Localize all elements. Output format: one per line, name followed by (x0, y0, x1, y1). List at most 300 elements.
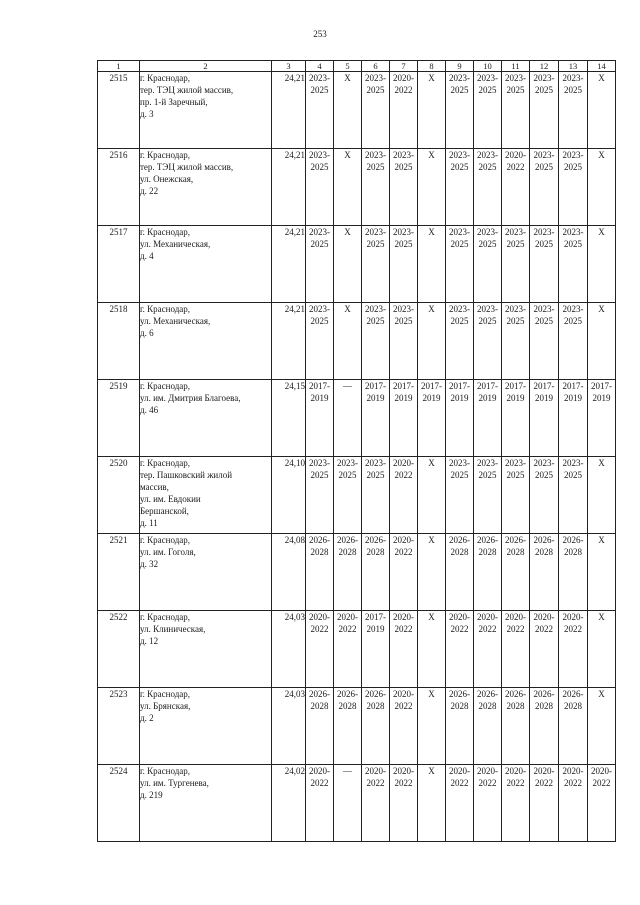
period-cell (446, 303, 474, 380)
period-text: 2022 (592, 778, 611, 788)
address-cell (140, 611, 272, 688)
period-text: 2023- (309, 304, 330, 314)
period-cell (390, 72, 418, 149)
period-text: 2025 (478, 239, 497, 249)
address-line: д. 3 (140, 109, 154, 119)
period-cell (530, 534, 559, 611)
period-cell (446, 72, 474, 149)
period-cell (474, 765, 502, 842)
period-text: 2023- (477, 73, 498, 83)
address-line: ул. им. Тургенева, (140, 778, 209, 788)
period-text: 2023- (477, 458, 498, 468)
period-cell (334, 688, 362, 765)
period-text: X (598, 535, 605, 545)
period-text: 2020- (591, 766, 612, 776)
period-text: 2028 (535, 701, 553, 711)
period-text: 2028 (478, 701, 497, 711)
period-cell (334, 226, 362, 303)
period-text: 2025 (394, 162, 413, 172)
address-line: тер. ТЭЦ жилой массив, (140, 162, 234, 172)
period-cell (306, 226, 334, 303)
period-cell (306, 534, 334, 611)
column-number-header: 1 (98, 61, 140, 72)
period-cell (588, 72, 616, 149)
period-text: 2019 (564, 393, 582, 403)
period-text: 2028 (450, 701, 469, 711)
period-text: X (428, 150, 435, 160)
table-row (98, 534, 616, 611)
period-cell (390, 765, 418, 842)
period-cell (446, 380, 474, 457)
period-text: 2025 (366, 85, 385, 95)
period-cell (502, 303, 530, 380)
period-text: 2028 (506, 547, 525, 557)
period-cell (306, 72, 334, 149)
period-text: 2022 (394, 778, 413, 788)
period-text: 2022 (338, 624, 357, 634)
period-text: 2020- (365, 766, 386, 776)
period-cell (502, 457, 530, 534)
column-number-header: 11 (502, 61, 530, 72)
period-cell (334, 534, 362, 611)
period-cell (362, 765, 390, 842)
period-cell (306, 765, 334, 842)
period-text: 2023- (562, 150, 584, 160)
period-cell (362, 303, 390, 380)
area-value: 24,21 (272, 303, 306, 380)
period-text: 2025 (394, 316, 413, 326)
column-number-header: 2 (140, 61, 272, 72)
period-cell (474, 226, 502, 303)
period-text: 2023- (365, 304, 386, 314)
period-text: 2026- (533, 535, 555, 545)
period-text: 2025 (394, 239, 413, 249)
address-line: д. 2 (140, 713, 154, 723)
period-cell (502, 72, 530, 149)
period-cell (474, 380, 502, 457)
address-line: д. 219 (140, 790, 163, 800)
period-cell (474, 534, 502, 611)
period-cell (390, 534, 418, 611)
period-cell (418, 149, 446, 226)
period-text: 2025 (564, 239, 582, 249)
address-line: г. Краснодар, (140, 227, 191, 237)
period-text: 2025 (310, 85, 329, 95)
column-number-header: 6 (362, 61, 390, 72)
area-value: 24,10 (272, 457, 306, 534)
period-text: 2022 (535, 624, 553, 634)
period-cell (502, 688, 530, 765)
table-row (98, 688, 616, 765)
period-text: 2023- (533, 304, 555, 314)
period-text: 2025 (506, 239, 525, 249)
period-text: 2028 (450, 547, 469, 557)
period-text: 2025 (478, 85, 497, 95)
period-text: 2017- (562, 381, 584, 391)
period-text: 2023- (309, 73, 330, 83)
period-text: 2028 (310, 547, 329, 557)
period-cell (588, 688, 616, 765)
period-text: 2025 (450, 239, 469, 249)
table-body (98, 72, 616, 842)
period-cell (588, 380, 616, 457)
address-line: ул. Механическая, (140, 316, 211, 326)
area-value: 24,21 (272, 226, 306, 303)
period-text: 2023- (477, 227, 498, 237)
period-text: 2023- (505, 304, 526, 314)
period-text: 2025 (450, 316, 469, 326)
address-line: пр. 1-й Заречный, (140, 97, 208, 107)
period-cell (334, 457, 362, 534)
period-text: 2023- (449, 227, 470, 237)
period-cell (446, 765, 474, 842)
period-cell (418, 72, 446, 149)
period-cell (530, 380, 559, 457)
period-cell (306, 380, 334, 457)
column-number-header: 3 (272, 61, 306, 72)
period-text: X (344, 150, 351, 160)
address-cell (140, 457, 272, 534)
period-text: 2020- (505, 612, 526, 622)
period-text: X (598, 458, 605, 468)
column-number-header: 9 (446, 61, 474, 72)
period-text: 2028 (338, 701, 357, 711)
period-text: X (598, 689, 605, 699)
area-value: 24,02 (272, 765, 306, 842)
period-text: 2026- (477, 689, 498, 699)
period-text: 2019 (422, 393, 441, 403)
address-cell (140, 534, 272, 611)
period-text: 2020- (562, 612, 584, 622)
period-text: 2025 (535, 85, 553, 95)
period-text: 2023- (365, 150, 386, 160)
period-text: 2023- (449, 150, 470, 160)
period-text: 2019 (592, 393, 611, 403)
table-row (98, 457, 616, 534)
period-text: 2017- (449, 381, 470, 391)
period-cell (306, 611, 334, 688)
row-number: 2524 (98, 765, 140, 842)
address-line: д. 46 (140, 405, 159, 415)
period-text: 2023- (393, 150, 414, 160)
period-text: 2023- (309, 227, 330, 237)
period-text: 2023- (309, 458, 330, 468)
period-cell (362, 380, 390, 457)
period-text: 2025 (535, 470, 553, 480)
row-number: 2520 (98, 457, 140, 534)
period-text: 2022 (535, 778, 553, 788)
period-cell (559, 457, 588, 534)
period-text: 2025 (310, 239, 329, 249)
period-text: 2020- (505, 150, 526, 160)
period-cell (418, 457, 446, 534)
period-text: 2028 (310, 701, 329, 711)
row-number: 2522 (98, 611, 140, 688)
period-cell (446, 534, 474, 611)
period-text: X (428, 689, 435, 699)
period-cell (502, 611, 530, 688)
period-text: 2023- (562, 304, 584, 314)
period-text: 2025 (506, 85, 525, 95)
address-cell (140, 149, 272, 226)
period-text: 2025 (310, 470, 329, 480)
period-text: 2026- (365, 535, 386, 545)
period-text: 2020- (393, 73, 414, 83)
period-text: 2025 (366, 470, 385, 480)
address-cell (140, 380, 272, 457)
period-text: 2022 (394, 547, 413, 557)
period-text: 2025 (506, 470, 525, 480)
address-line: массив, (140, 482, 169, 492)
period-text: 2022 (310, 624, 329, 634)
period-text: 2028 (564, 701, 582, 711)
area-value: 24,21 (272, 72, 306, 149)
address-line: г. Краснодар, (140, 381, 191, 391)
period-cell (474, 611, 502, 688)
period-cell (530, 688, 559, 765)
period-text: 2022 (394, 624, 413, 634)
period-text: X (598, 227, 605, 237)
period-text: 2023- (365, 227, 386, 237)
period-text: 2028 (564, 547, 582, 557)
period-text: 2020- (393, 458, 414, 468)
column-number-row (98, 61, 616, 72)
period-text: 2025 (535, 239, 553, 249)
period-text: 2025 (450, 470, 469, 480)
period-cell (306, 149, 334, 226)
period-text: 2022 (394, 470, 413, 480)
period-text: X (344, 73, 351, 83)
page-number: 253 (313, 29, 327, 39)
period-text: 2023- (562, 73, 584, 83)
period-cell (559, 226, 588, 303)
period-text: 2026- (309, 689, 330, 699)
period-cell (446, 611, 474, 688)
row-number: 2519 (98, 380, 140, 457)
period-text: X (428, 766, 435, 776)
period-text: 2020- (393, 766, 414, 776)
period-text: 2022 (506, 162, 525, 172)
period-text: 2023- (505, 227, 526, 237)
address-line: тер. ТЭЦ жилой массив, (140, 85, 234, 95)
period-text: X (428, 227, 435, 237)
period-text: 2028 (366, 701, 385, 711)
period-cell (362, 534, 390, 611)
address-cell (140, 688, 272, 765)
table-row (98, 765, 616, 842)
period-text: 2017- (365, 612, 386, 622)
period-text: 2025 (366, 239, 385, 249)
period-cell (559, 688, 588, 765)
period-text: 2017- (309, 381, 330, 391)
address-line: г. Краснодар, (140, 689, 191, 699)
column-number-header: 7 (390, 61, 418, 72)
row-number: 2515 (98, 72, 140, 149)
area-value: 24,08 (272, 534, 306, 611)
housing-repair-table (97, 60, 616, 842)
address-cell (140, 226, 272, 303)
period-text: 2020- (393, 689, 414, 699)
period-text: 2025 (506, 316, 525, 326)
period-text: 2017- (505, 381, 526, 391)
column-number-header: 14 (588, 61, 616, 72)
period-cell (390, 226, 418, 303)
period-text: X (428, 73, 435, 83)
period-cell (588, 534, 616, 611)
period-cell (446, 226, 474, 303)
period-text: 2025 (366, 162, 385, 172)
period-text: 2023- (477, 150, 498, 160)
period-text: 2017- (591, 381, 612, 391)
address-line: ул. Онежская, (140, 174, 194, 184)
period-cell (530, 72, 559, 149)
period-text: 2022 (366, 778, 385, 788)
period-text: 2025 (450, 85, 469, 95)
period-text: 2025 (450, 162, 469, 172)
period-cell (446, 149, 474, 226)
column-number-header: 13 (559, 61, 588, 72)
period-cell (588, 226, 616, 303)
area-value: 24,15 (272, 380, 306, 457)
area-value: 24,03 (272, 688, 306, 765)
period-cell (418, 303, 446, 380)
column-number-header: 12 (530, 61, 559, 72)
period-text: X (428, 535, 435, 545)
period-text: 2026- (365, 689, 386, 699)
period-text: X (598, 612, 605, 622)
period-cell (418, 765, 446, 842)
period-cell (418, 611, 446, 688)
period-cell (306, 457, 334, 534)
address-line: г. Краснодар, (140, 304, 191, 314)
period-text: 2023- (533, 73, 555, 83)
period-cell (334, 72, 362, 149)
table-row (98, 149, 616, 226)
period-text: 2020- (533, 766, 555, 776)
period-cell (334, 380, 362, 457)
period-text: 2025 (564, 85, 582, 95)
period-text: 2026- (505, 535, 526, 545)
period-text: 2025 (478, 470, 497, 480)
period-text: 2019 (310, 393, 329, 403)
period-text: 2023- (533, 150, 555, 160)
address-line: ул. Клиническая, (140, 624, 206, 634)
period-text: 2028 (366, 547, 385, 557)
column-number-header: 5 (334, 61, 362, 72)
period-text: 2026- (309, 535, 330, 545)
period-text: 2025 (478, 316, 497, 326)
period-cell (588, 457, 616, 534)
column-number-header: 10 (474, 61, 502, 72)
table-row (98, 380, 616, 457)
period-text: 2023- (449, 304, 470, 314)
period-text: 2020- (393, 535, 414, 545)
period-cell (502, 226, 530, 303)
period-text: 2019 (478, 393, 497, 403)
address-cell (140, 765, 272, 842)
period-cell (362, 72, 390, 149)
period-text: 2017- (421, 381, 442, 391)
period-text: 2023- (505, 73, 526, 83)
period-text: 2026- (477, 535, 498, 545)
row-number: 2521 (98, 534, 140, 611)
period-cell (559, 303, 588, 380)
period-text: 2022 (450, 778, 469, 788)
period-text: 2017- (533, 381, 555, 391)
period-cell (588, 303, 616, 380)
address-line: ул. им. Евдокии (140, 494, 201, 504)
period-text: — (343, 381, 352, 391)
period-text: X (428, 612, 435, 622)
period-text: 2017- (393, 381, 414, 391)
period-text: 2025 (564, 470, 582, 480)
address-line: ул. Брянская, (140, 701, 191, 711)
period-cell (390, 688, 418, 765)
period-text: 2020- (309, 612, 330, 622)
period-text: X (428, 304, 435, 314)
area-value: 24,03 (272, 611, 306, 688)
table-row (98, 611, 616, 688)
period-text: 2023- (393, 304, 414, 314)
period-text: 2023- (449, 73, 470, 83)
period-text: 2022 (310, 778, 329, 788)
period-text: 2023- (562, 458, 584, 468)
period-text: 2019 (394, 393, 413, 403)
period-text: X (598, 150, 605, 160)
period-text: 2026- (449, 689, 470, 699)
period-text: 2020- (533, 612, 555, 622)
period-text: 2023- (365, 458, 386, 468)
period-cell (334, 611, 362, 688)
period-text: 2020- (309, 766, 330, 776)
address-line: д. 12 (140, 636, 159, 646)
period-text: 2020- (449, 612, 470, 622)
period-cell (334, 303, 362, 380)
period-cell (530, 303, 559, 380)
period-cell (530, 611, 559, 688)
period-text: 2025 (535, 162, 553, 172)
period-text: 2025 (338, 470, 357, 480)
period-text: 2025 (366, 316, 385, 326)
period-text: 2022 (564, 624, 582, 634)
period-text: 2025 (564, 162, 582, 172)
period-text: 2023- (393, 227, 414, 237)
address-line: ул. им. Дмитрия Благоева, (140, 393, 241, 403)
address-line: д. 11 (140, 518, 158, 528)
period-cell (559, 380, 588, 457)
table-row (98, 226, 616, 303)
address-line: г. Краснодар, (140, 73, 191, 83)
address-line: г. Краснодар, (140, 612, 191, 622)
period-cell (559, 149, 588, 226)
period-cell (446, 688, 474, 765)
period-text: 2022 (506, 624, 525, 634)
address-line: г. Краснодар, (140, 458, 191, 468)
address-cell (140, 303, 272, 380)
column-number-header: 8 (418, 61, 446, 72)
period-text: 2020- (477, 766, 498, 776)
period-cell (418, 226, 446, 303)
period-cell (362, 457, 390, 534)
period-cell (418, 534, 446, 611)
period-text: 2023- (449, 458, 470, 468)
period-text: X (428, 458, 435, 468)
period-cell (530, 226, 559, 303)
period-text: X (598, 304, 605, 314)
period-text: 2023- (562, 227, 584, 237)
period-text: X (598, 73, 605, 83)
period-text: 2023- (365, 73, 386, 83)
